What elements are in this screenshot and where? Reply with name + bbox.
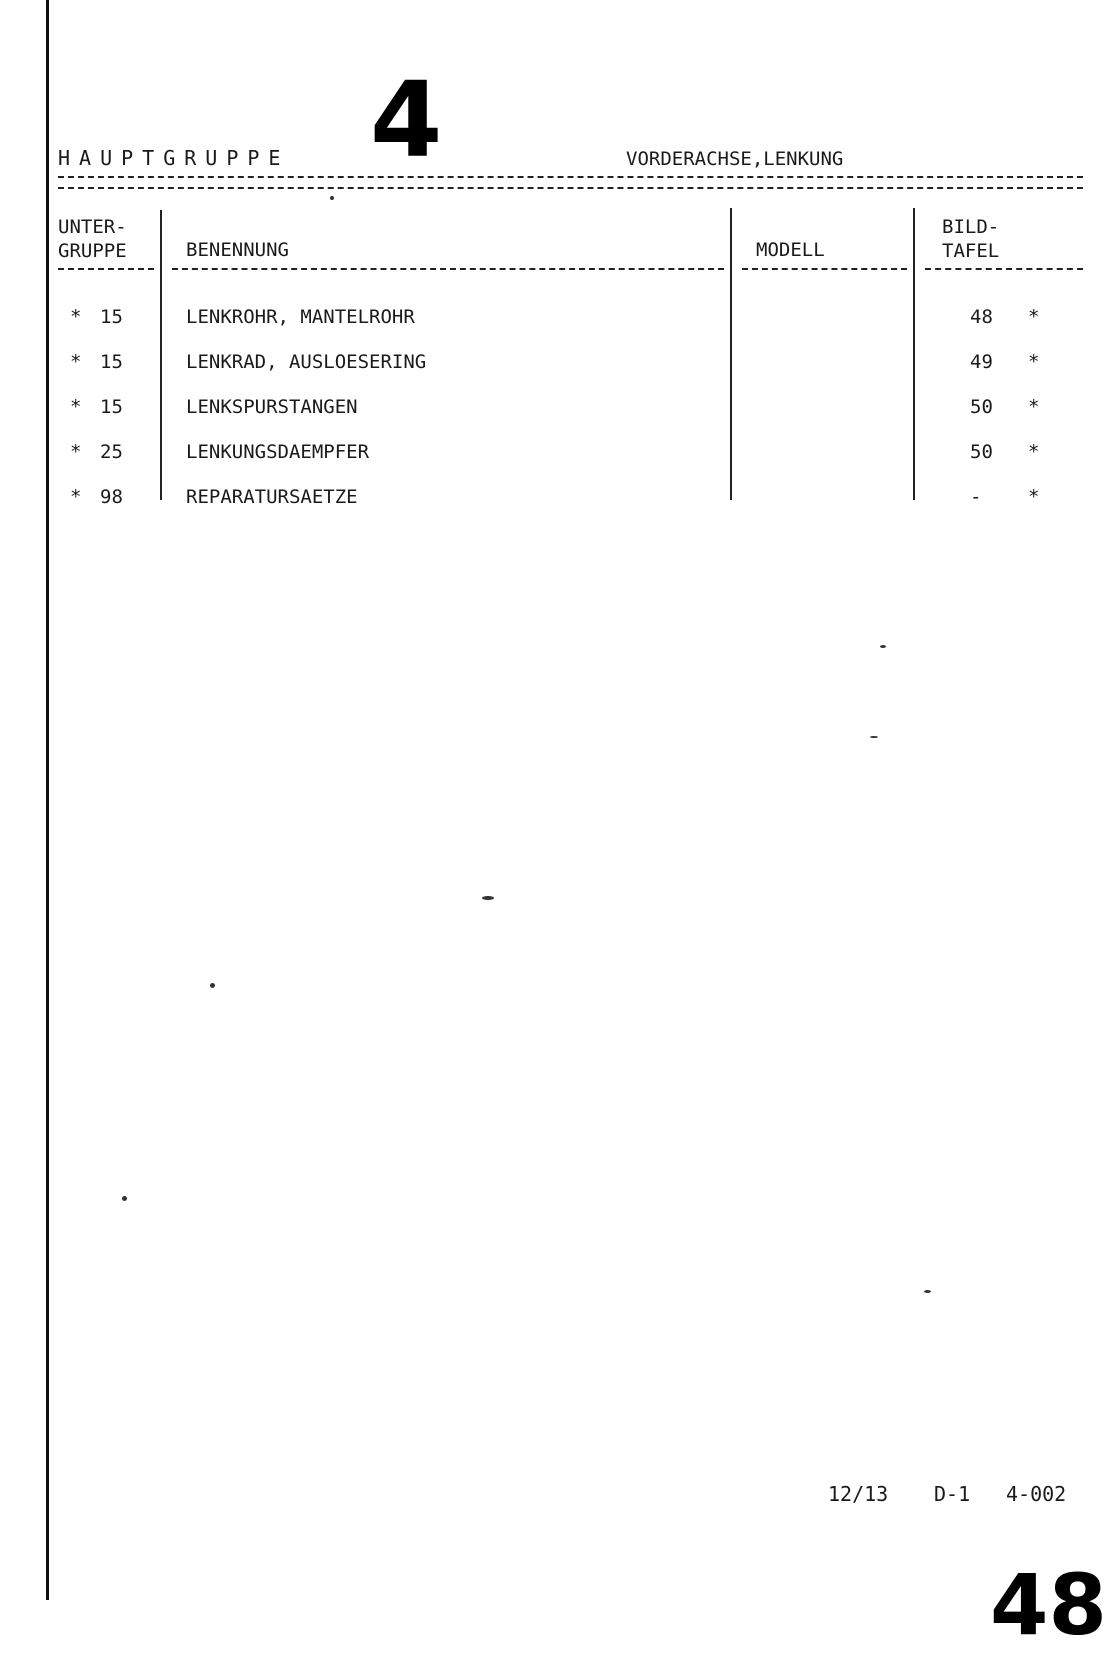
row-bildtafel: 50 <box>970 396 993 418</box>
header-rule <box>172 268 724 270</box>
row-benennung: REPARATURSAETZE <box>186 486 358 508</box>
row-untergruppe: 98 <box>100 486 123 508</box>
row-marker-right: * <box>1028 396 1040 418</box>
row-bildtafel: 48 <box>970 306 993 328</box>
table-row <box>0 347 1113 377</box>
row-untergruppe: 15 <box>100 396 123 418</box>
section-title: VORDERACHSE,LENKUNG <box>626 148 844 170</box>
scan-speck <box>870 736 878 738</box>
row-untergruppe: 25 <box>100 441 123 463</box>
scan-speck <box>210 983 215 988</box>
scan-speck <box>924 1290 931 1293</box>
col-header-untergruppe: UNTER- GRUPPE <box>58 216 127 262</box>
double-rule <box>58 176 1083 189</box>
page-number: 48 <box>990 1556 1107 1654</box>
row-bildtafel: 49 <box>970 351 993 373</box>
binding-edge <box>46 0 49 1600</box>
group-number: 4 <box>370 59 443 181</box>
row-marker-right: * <box>1028 441 1040 463</box>
row-benennung: LENKUNGSDAEMPFER <box>186 441 370 463</box>
row-marker: * <box>70 396 82 418</box>
row-untergruppe: 15 <box>100 306 123 328</box>
group-label: HAUPTGRUPPE <box>58 146 290 170</box>
row-marker-right: * <box>1028 306 1040 328</box>
scan-speck <box>330 196 334 200</box>
col-header-modell: MODELL <box>756 239 825 261</box>
header-rule <box>58 268 154 270</box>
row-benennung: LENKSPURSTANGEN <box>186 396 358 418</box>
scan-speck <box>880 645 886 648</box>
row-bildtafel: 50 <box>970 441 993 463</box>
table-row <box>0 437 1113 467</box>
row-benennung: LENKRAD, AUSLOESERING <box>186 351 427 373</box>
col-header-bildtafel: BILD- TAFEL <box>942 216 1000 262</box>
row-marker: * <box>70 351 82 373</box>
scan-speck <box>122 1196 127 1201</box>
footer-ref: D-1 <box>934 1482 971 1506</box>
row-marker-right: * <box>1028 486 1040 508</box>
header-rule <box>742 268 907 270</box>
table-row <box>0 392 1113 422</box>
row-benennung: LENKROHR, MANTELROHR <box>186 306 415 328</box>
row-untergruppe: 15 <box>100 351 123 373</box>
row-marker: * <box>70 486 82 508</box>
row-marker-right: * <box>1028 351 1040 373</box>
footer-date: 12/13 <box>828 1482 889 1506</box>
col-header-benennung: BENENNUNG <box>186 239 289 261</box>
footer-ref: 4-002 <box>1006 1482 1067 1506</box>
scan-speck <box>482 896 494 900</box>
table-row <box>0 482 1113 512</box>
row-marker: * <box>70 441 82 463</box>
table-row <box>0 302 1113 332</box>
row-bildtafel: - <box>970 486 982 508</box>
row-marker: * <box>70 306 82 328</box>
header-rule <box>925 268 1083 270</box>
